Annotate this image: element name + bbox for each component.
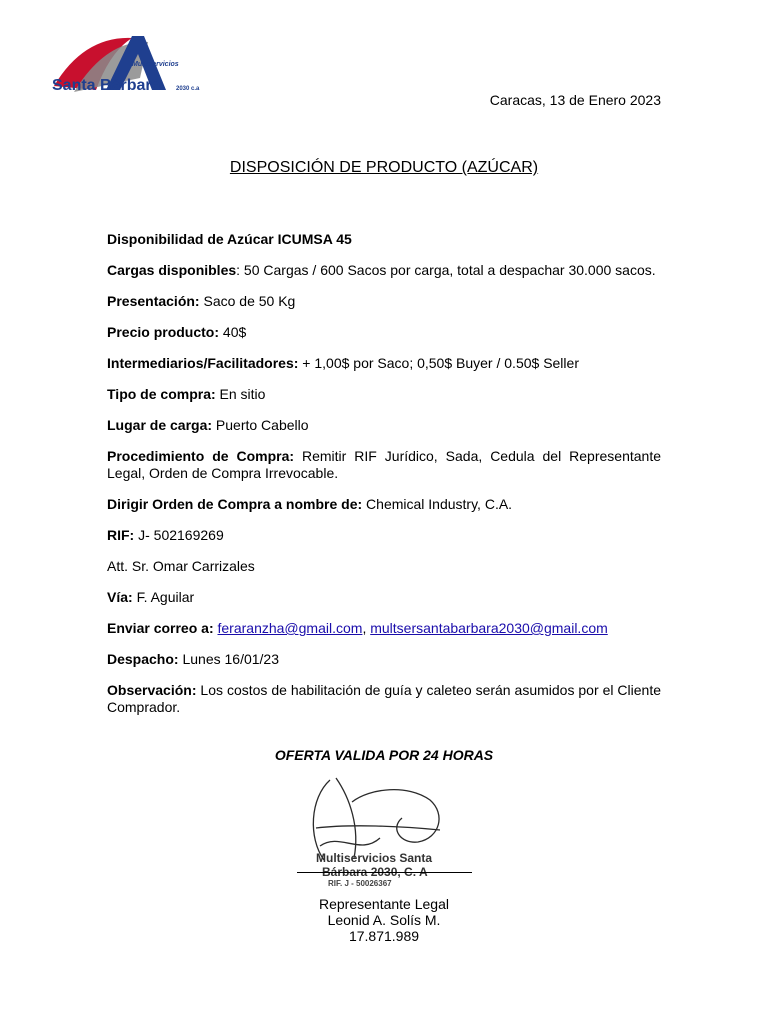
item-presentation: Presentación: Saco de 50 Kg — [107, 293, 296, 309]
item-observation: Observación: Los costos de habilitación de guía y caleteo serán asumidos por el Cliente Comprador. — [107, 682, 661, 715]
item-loads: Cargas disponibles: 50 Cargas / 600 Sacos por carga, total a despachar 30.000 sacos. — [107, 262, 656, 278]
company-logo — [44, 30, 224, 102]
item-email: Enviar correo a: feraranzha@gmail.com, multsersantabarbara2030@gmail.com — [107, 620, 608, 636]
signature-stamp-image — [290, 768, 480, 886]
item-loading-place: Lugar de carga: Puerto Cabello — [107, 417, 309, 433]
item-availability: Disponibilidad de Azúcar ICUMSA 45 — [107, 231, 352, 247]
signature-name: Leonid A. Solís M. — [327, 912, 441, 928]
document-date: Caracas, 13 de Enero 2023 — [489, 92, 661, 108]
item-order-recipient: Dirigir Orden de Compra a nombre de: Chemical Industry, C.A. — [107, 496, 513, 512]
item-intermediaries: Intermediarios/Facilitadores: + 1,00$ por Saco; 0,50$ Buyer / 0.50$ Seller — [107, 355, 579, 371]
item-dispatch: Despacho: Lunes 16/01/23 — [107, 651, 279, 667]
email-link-2[interactable]: multsersantabarbara2030@gmail.com — [370, 620, 608, 636]
logo-small-text: Multiservicios — [132, 61, 179, 68]
item-procedure: Procedimiento de Compra: Remitir RIF Jurídico, Sada, Cedula del Representante Legal, Orden de Compra Irrevocable. — [107, 448, 661, 481]
document-title: DISPOSICIÓN DE PRODUCTO (AZÚCAR) — [229, 159, 539, 176]
item-price: Precio producto: 40$ — [107, 324, 247, 340]
logo-brand-text: Santa Bárbara — [52, 77, 161, 94]
item-purchase-type: Tipo de compra: En sitio — [107, 386, 266, 402]
stamp-line-2: Bárbara 2030, C. A — [322, 865, 428, 879]
signature-role: Representante Legal — [319, 896, 449, 912]
item-rif: RIF: J- 502169269 — [107, 527, 224, 543]
signature-id: 17.871.989 — [348, 928, 420, 944]
document-body — [107, 231, 661, 730]
offer-validity: OFERTA VALIDA POR 24 HORAS — [274, 747, 494, 763]
logo-suffix-text: 2030 c.a — [176, 86, 200, 92]
item-attention: Att. Sr. Omar Carrizales — [107, 558, 255, 574]
stamp-line-3: RIF. J - 50026367 — [328, 879, 392, 886]
handwritten-signature — [313, 778, 440, 860]
signature-block — [0, 896, 768, 944]
stamp-line-1: Multiservicios Santa — [316, 851, 433, 865]
item-via: Vía: F. Aguilar — [107, 589, 195, 605]
signature-line — [297, 872, 472, 873]
email-link-1[interactable]: feraranzha@gmail.com — [217, 620, 363, 636]
